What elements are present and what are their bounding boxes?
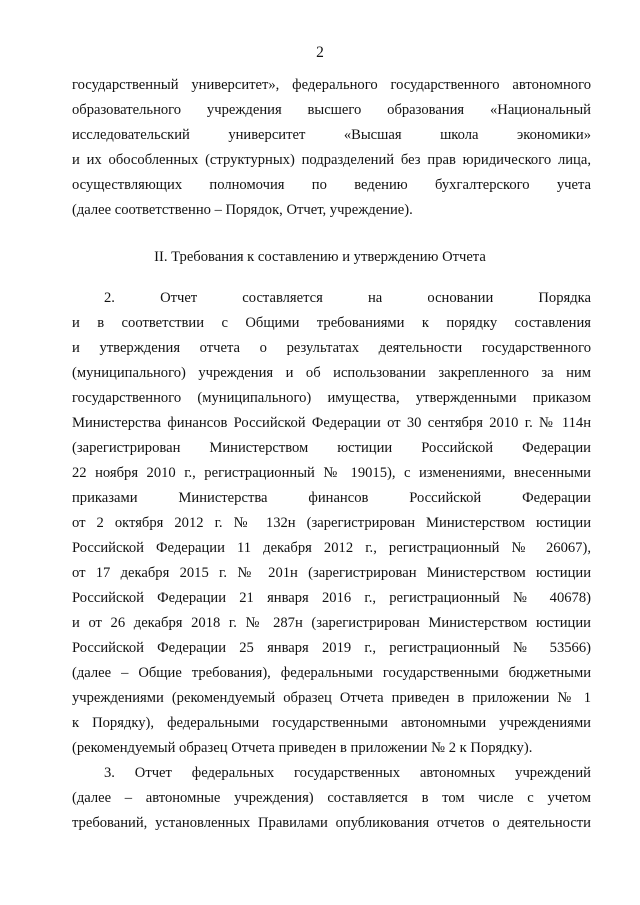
page-number: 2	[316, 44, 324, 61]
text-line: Российской Федерации 11 декабря 2012 г., регистрационный № 26067),	[72, 540, 591, 556]
text-line: 22 ноября 2010 г., регистрационный № 19015), с изменениями, внесенными	[72, 465, 591, 481]
text-line: государственного (муниципального) имущества, утвержденными приказом	[72, 390, 591, 406]
text-line: Российской Федерации 25 января 2019 г., регистрационный № 53566)	[72, 640, 591, 656]
text-line: (далее соответственно – Порядок, Отчет, учреждение).	[72, 202, 413, 218]
text-line: (далее – автономные учреждения) составляется в том числе с учетом	[72, 790, 591, 806]
text-line: и утверждения отчета о результатах деятельности государственного	[72, 340, 591, 356]
text-line: от 17 декабря 2015 г. № 201н (зарегистрирован Министерством юстиции	[72, 565, 591, 581]
text-line: от 2 октября 2012 г. № 132н (зарегистрирован Министерством юстиции	[72, 515, 591, 531]
text-line: осуществляющих полномочия по ведению бухгалтерского учета	[72, 177, 591, 193]
text-line: и их обособленных (структурных) подразделений без прав юридического лица,	[72, 152, 591, 168]
text-line: (далее – Общие требования), федеральными государственными бюджетными	[72, 665, 591, 681]
text-line: исследовательский университет «Высшая школа экономики»	[72, 127, 591, 143]
text-line: Российской Федерации 21 января 2016 г., регистрационный № 40678)	[72, 590, 591, 606]
text-line: учреждениями (рекомендуемый образец Отчета приведен в приложении № 1	[72, 690, 591, 706]
text-line: приказами Министерства финансов Российской Федерации	[72, 490, 591, 506]
text-line: 2. Отчет составляется на основании Порядка	[104, 290, 591, 306]
text-line: требований, установленных Правилами опубликования отчетов о деятельности	[72, 815, 591, 831]
section-heading: II. Требования к составлению и утверждению Отчета	[154, 249, 486, 265]
text-line: (рекомендуемый образец Отчета приведен в приложении № 2 к Порядку).	[72, 740, 533, 756]
text-line: к Порядку), федеральными государственными автономными учреждениями	[72, 715, 591, 731]
text-line: 3. Отчет федеральных государственных автономных учреждений	[104, 765, 591, 781]
text-line: государственный университет», федерального государственного автономного	[72, 77, 591, 93]
text-line: (зарегистрирован Министерством юстиции Российской Федерации	[72, 440, 591, 456]
text-line: (муниципального) учреждения и об использовании закрепленного за ним	[72, 365, 591, 381]
text-line: Министерства финансов Российской Федерации от 30 сентября 2010 г. № 114н	[72, 415, 591, 431]
text-line: и в соответствии с Общими требованиями к порядку составления	[72, 315, 591, 331]
text-line: и от 26 декабря 2018 г. № 287н (зарегистрирован Министерством юстиции	[72, 615, 591, 631]
text-line: образовательного учреждения высшего образования «Национальный	[72, 102, 591, 118]
